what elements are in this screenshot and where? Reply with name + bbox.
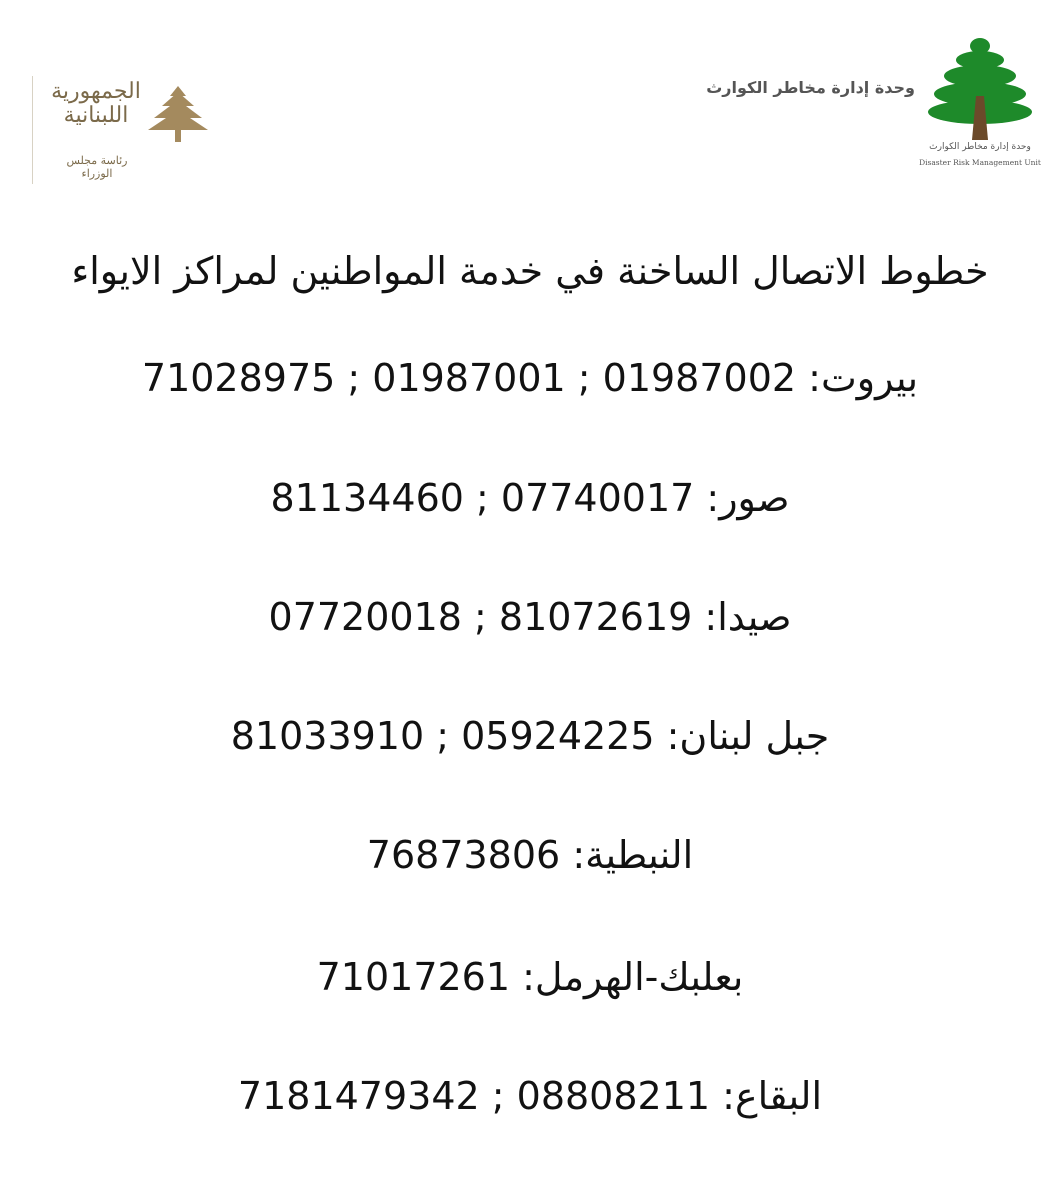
drm-logo-title: وحدة إدارة مخاطر الكوارث [706,78,915,97]
pm-logo-title: الجمهورية اللبنانية [51,79,141,128]
phone-numbers: 71017261 [316,955,511,999]
phone-numbers: 07720018 ; 81072619 [268,595,693,639]
phone-numbers: 81033910 ; 05924225 [230,714,655,758]
hotline-entry-saida [40,594,1020,640]
phone-numbers: 7181479342 ; 08808211 [237,1074,711,1118]
hotline-entry-beirut [40,355,1020,401]
hotline-entry-nabatieh [40,832,1020,878]
region-label: النبطية: [572,833,694,877]
hotline-entry-tyre [40,475,1020,521]
region-label: جبل لبنان: [666,714,830,758]
region-label: بعلبك-الهرمل: [522,955,744,999]
region-label: صور: [706,476,790,520]
phone-numbers: 71028975 ; 01987001 ; 01987002 [141,356,797,400]
phone-numbers: 76873806 [366,833,561,877]
pm-logo-subtitle: رئاسة مجلس الوزراء [66,154,128,180]
region-label: البقاع: [722,1074,823,1118]
logo-divider [32,76,33,184]
drm-logo-small-ar: وحدة إدارة مخاطر الكوارث [929,142,1031,152]
page-header [0,0,1060,200]
drm-cedar-icon [926,36,1034,142]
region-label: صيدا: [704,595,792,639]
hotline-entry-baalbek-hermel [40,954,1020,1000]
hotline-entry-bekaa [40,1073,1020,1119]
region-label: بيروت: [808,356,919,400]
page-heading: خطوط الاتصال الساخنة في خدمة المواطنين لمراكز الايواء [71,249,989,293]
pm-cedar-icon [146,84,210,144]
phone-numbers: 81134460 ; 07740017 [270,476,695,520]
drm-logo-small-en: Disaster Risk Management Unit [919,158,1041,167]
hotline-entry-mount-lebanon [40,713,1020,759]
